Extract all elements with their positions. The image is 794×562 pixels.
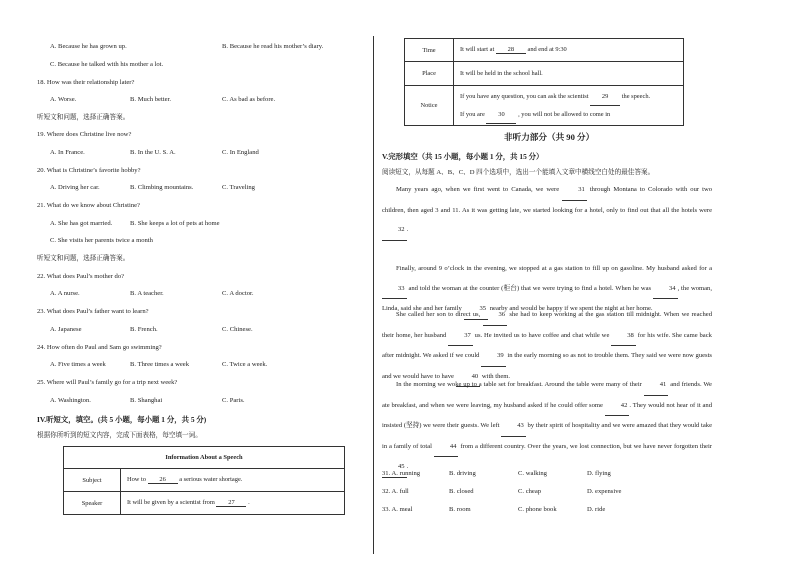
- instruction-3: 根据你所听到的短文内容，完成下面表格，每空填一词。: [37, 432, 202, 439]
- answer-blank[interactable]: 29: [590, 88, 620, 106]
- row-content: [121, 469, 345, 492]
- answer-blank[interactable]: 26: [148, 476, 178, 484]
- instruction-1: 听短文和问题，选择正确答案。: [37, 114, 130, 121]
- q33-option-c: C. phone book: [518, 506, 557, 513]
- q24-question: 24. How often do Paul and Sam go swimming?: [37, 344, 162, 351]
- answer-blank[interactable]: 36: [483, 305, 508, 326]
- q21-question: 21. What do we know about Christine?: [37, 202, 140, 209]
- text: with them.: [481, 372, 511, 380]
- text: Finally, around 9 o’clock in the evening, we stopped at a gas station to fill up on gasoline. My husband asked for a: [396, 265, 712, 272]
- q20-question: 20. What is Christine’s favorite hobby?: [37, 167, 141, 174]
- answer-blank[interactable]: 38: [611, 326, 636, 347]
- row-label: Speaker: [64, 492, 121, 515]
- q18-question: 18. How was their relationship later?: [37, 79, 135, 86]
- text: from a different country. Over the years, we lost connection, but we have never forgotten their: [460, 442, 712, 450]
- text: .: [406, 226, 409, 234]
- row-content: It will be held in the school hall.: [454, 62, 684, 86]
- column-divider: [373, 36, 374, 554]
- q31-option-a: 31. A. running: [382, 470, 421, 477]
- text: It will be given by a scientist from: [127, 499, 215, 506]
- text: Many years ago, when we first went to Canada, we were: [396, 186, 560, 193]
- answer-blank[interactable]: 41: [644, 375, 669, 396]
- text: How to: [127, 476, 146, 483]
- q18-option-b: B. Much better.: [130, 96, 172, 103]
- text: for his wife. She came back after midnight. We asked if we could: [382, 331, 712, 360]
- row-content: [454, 86, 684, 126]
- section-4-heading: IV.听短文，填空。(共 5 小题，每小题 1 分，共 5 分): [37, 415, 207, 424]
- q22-option-a: A. A nurse.: [50, 290, 80, 297]
- table-title: Information About a Speech: [64, 447, 345, 469]
- q25-option-c: C. Paris.: [222, 397, 245, 404]
- q32-option-d: D. expensive: [587, 488, 622, 495]
- q23-question: 23. What does Paul’s father want to learn?: [37, 308, 149, 315]
- q24-option-a: A. Five times a week: [50, 361, 106, 368]
- q22-option-b: B. A teacher.: [130, 290, 164, 297]
- text: It will start at: [460, 46, 495, 53]
- text: in the early morning so as not to trouble them. They said we were now guests and we would have to have: [382, 352, 712, 380]
- row-label: Notice: [405, 86, 454, 126]
- q17-option-c: C. Because he talked with his mother a lot.: [50, 61, 164, 68]
- q32-option-c: C. cheap: [518, 488, 542, 495]
- q21-option-c: C. She visits her parents twice a month: [50, 237, 153, 244]
- speech-info-table: [63, 446, 345, 515]
- q23-option-b: B. French.: [130, 326, 158, 333]
- q23-option-c: C. Chinese.: [222, 326, 253, 333]
- text: .: [406, 463, 409, 471]
- table-row-notice: [405, 86, 684, 126]
- answer-blank[interactable]: 42: [605, 396, 630, 417]
- table-row-speaker: [64, 492, 345, 515]
- q20-option-c: C. Traveling: [222, 184, 255, 191]
- q19-option-b: B. In the U. S. A.: [130, 149, 176, 156]
- text: If you are: [460, 110, 485, 118]
- q17-option-b: B. Because he read his mother’s diary.: [222, 43, 324, 50]
- q25-option-b: B. Shanghai: [130, 397, 163, 404]
- answer-blank[interactable]: 44: [434, 437, 459, 458]
- q33-option-b: B. room: [449, 506, 471, 513]
- q24-option-c: C. Twice a week.: [222, 361, 268, 368]
- q31-option-c: C. walking: [518, 470, 547, 477]
- paragraph-1: [382, 180, 712, 241]
- q21-option-a: A. She has got married.: [50, 220, 113, 227]
- q31-option-b: B. driving: [449, 470, 476, 477]
- q25-option-a: A. Washington.: [50, 397, 91, 404]
- q32-option-a: 32. A. full: [382, 488, 409, 495]
- q22-option-c: C. A doctor.: [222, 290, 254, 297]
- q20-option-b: B. Climbing mountains.: [130, 184, 194, 191]
- q20-option-a: A. Driving her car.: [50, 184, 100, 191]
- text: . They would not hear of it and insisted (坚持) we were their guests. We left: [382, 401, 712, 430]
- answer-blank[interactable]: 43: [501, 416, 526, 437]
- answer-blank[interactable]: 40: [456, 367, 481, 388]
- text: and friends. We ate breakfast, and when we were leaving, my husband asked if he could offer some: [382, 381, 712, 409]
- q33-option-d: D. ride: [587, 506, 606, 513]
- answer-blank[interactable]: 39: [481, 346, 506, 367]
- answer-blank[interactable]: 45: [382, 457, 407, 478]
- answer-blank[interactable]: 33: [382, 279, 407, 300]
- row-content: [454, 39, 684, 62]
- table-row-place: [405, 62, 684, 86]
- q33-option-a: 33. A. meal: [382, 506, 413, 513]
- text: She called her son to direct us,: [396, 311, 481, 318]
- text: through Montana to Colorado with our two children, then aged 3 and 11. As it was getting late, we started looking for a hotel, only to find out that all the hotels were: [382, 186, 712, 214]
- answer-blank[interactable]: 27: [216, 499, 246, 507]
- answer-blank[interactable]: 31: [562, 180, 587, 201]
- q31-option-d: D. flying: [587, 470, 611, 477]
- row-content: [121, 492, 345, 515]
- answer-blank[interactable]: 35: [464, 299, 489, 320]
- text: nearby and would be happy if we spent the night at her home.: [489, 305, 653, 313]
- text: a serious water shortage.: [179, 476, 243, 483]
- non-listening-heading: 非听力部分（共 90 分）: [504, 132, 595, 142]
- text: , you will not be allowed to come in: [518, 110, 611, 118]
- q19-option-a: A. In France.: [50, 149, 85, 156]
- text: In the morning we woke up to a table set for breakfast. Around the table were many of their: [396, 381, 642, 388]
- text: .: [248, 499, 250, 506]
- text: , the woman, Linda, said she and her family: [382, 284, 713, 313]
- text: and end at 9:30: [527, 46, 567, 53]
- answer-blank[interactable]: 37: [448, 326, 473, 347]
- q32-option-b: B. closed: [449, 488, 474, 495]
- row-label: Time: [405, 39, 454, 62]
- notice-line-1: [460, 88, 677, 106]
- answer-blank[interactable]: 32: [382, 220, 407, 241]
- text: by their spirit of hospitality and we were amazed that they would take in a family of total: [382, 422, 713, 450]
- text: If you have any question, you can ask the scientist: [460, 92, 589, 100]
- text: she had to keep working at the gas station till midnight. When we reached their home, her husband: [382, 311, 712, 339]
- q19-option-c: C. In England: [222, 149, 259, 156]
- row-label: Place: [405, 62, 454, 86]
- notice-line-2: [460, 106, 677, 124]
- q25-question: 25. Where will Paul’s family go for a trip next week?: [37, 379, 178, 386]
- q21-option-b: B. She keeps a lot of pets at home: [130, 220, 220, 227]
- answer-blank[interactable]: 28: [496, 46, 526, 54]
- instruction-cloze: 阅读短文，从每题 A、B、C、D 四个选项中，选出一个能填入文章中横线空白处的最佳答案。: [382, 169, 655, 176]
- text: and told the woman at the counter (柜台) that we were trying to find a hotel. When he was: [408, 284, 652, 292]
- q18-option-c: C. As bad as before.: [222, 96, 276, 103]
- text: us. He invited us to have coffee and chat while we: [474, 331, 610, 339]
- instruction-2: 听短文和问题，选择正确答案。: [37, 255, 130, 262]
- q17-option-a: A. Because he has grown up.: [50, 43, 127, 50]
- speech-info-table-continued: [404, 38, 684, 126]
- table-row-subject: [64, 469, 345, 492]
- q22-question: 22. What does Paul’s mother do?: [37, 273, 125, 280]
- section-5-heading: V.完形填空（共 15 小题，每小题 1 分，共 15 分）: [382, 152, 544, 161]
- text: the speech.: [621, 92, 651, 100]
- q19-question: 19. Where does Christine live now?: [37, 131, 132, 138]
- paragraph-4: [382, 372, 713, 478]
- q24-option-b: B. Three times a week: [130, 361, 190, 368]
- table-row-time: [405, 39, 684, 62]
- q18-option-a: A. Worse.: [50, 96, 77, 103]
- q23-option-a: A. Japanese: [50, 326, 82, 333]
- answer-blank[interactable]: 34: [653, 279, 678, 300]
- row-label: Subject: [64, 469, 121, 492]
- answer-blank[interactable]: 30: [486, 106, 516, 124]
